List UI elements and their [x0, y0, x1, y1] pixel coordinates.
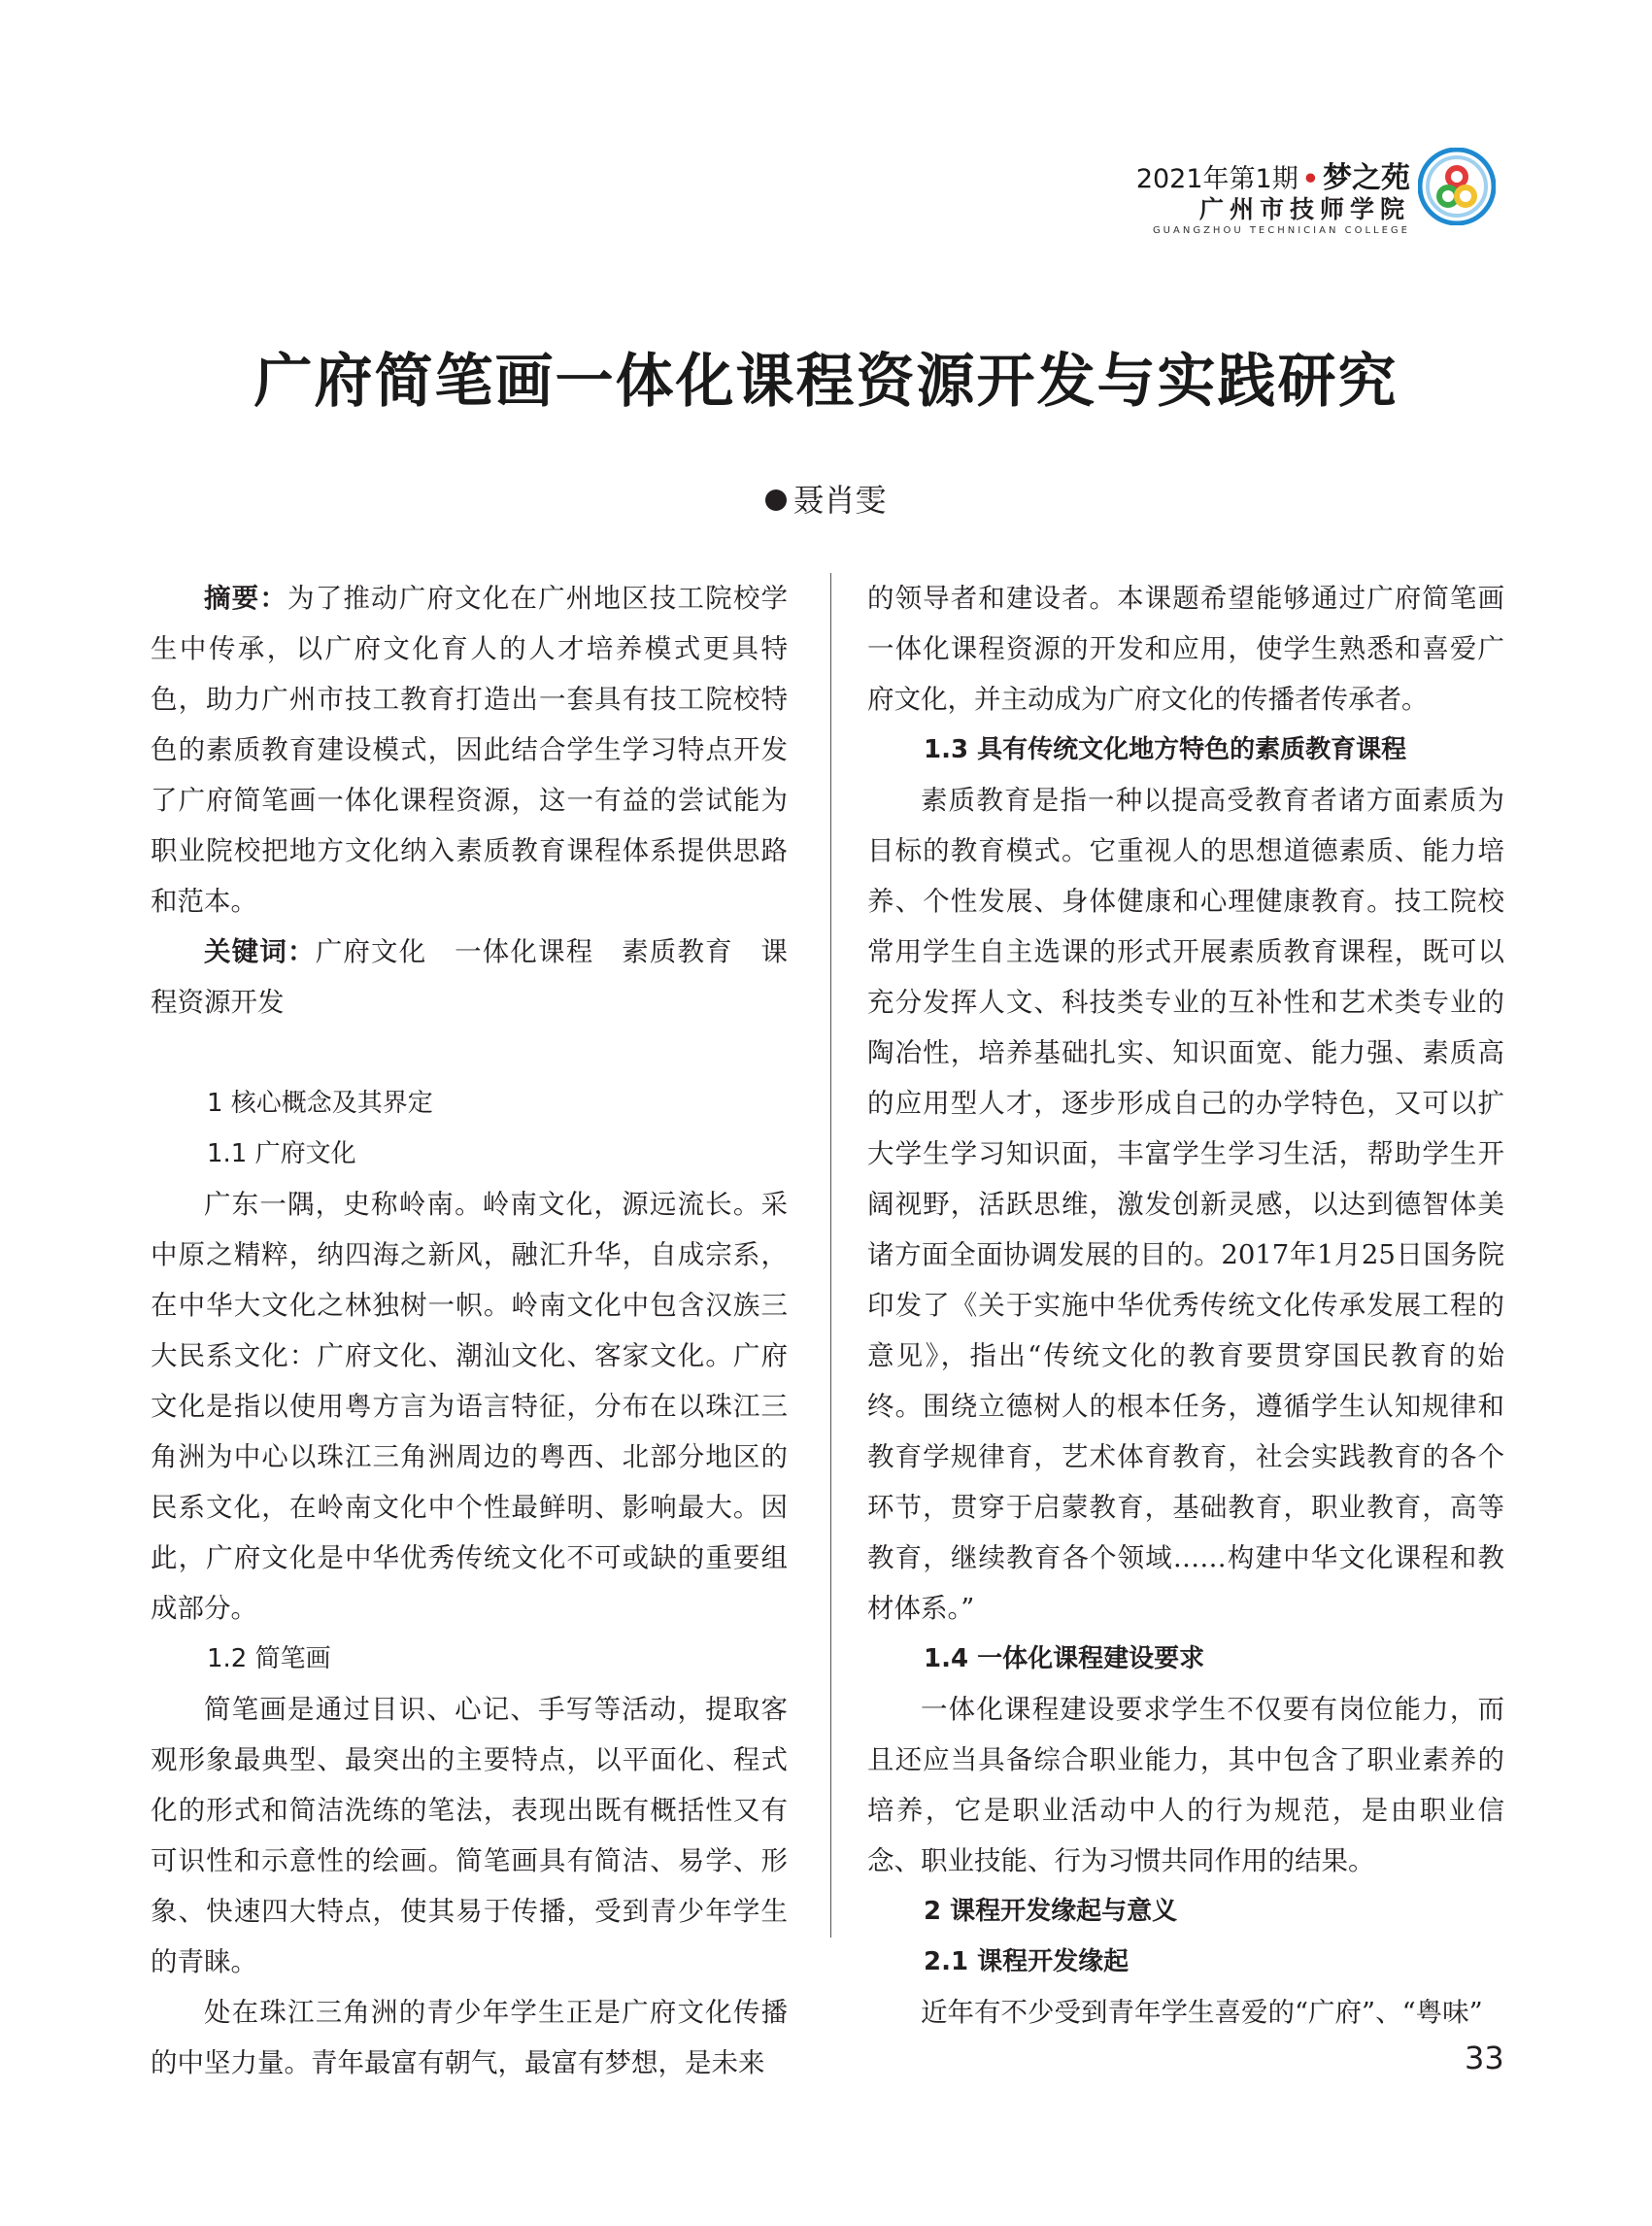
section-heading-1-2: 1.2 简笔画 — [207, 1644, 331, 1673]
author-bullet-icon — [765, 489, 787, 511]
paragraph-1-2-a: 简笔画是通过目识、心记、手写等活动，提取客观形象最典型、最突出的主要特点，以平面化、程式化的形式和简洁洗练的笔法，表现出既有概括性又有可识性和示意性的绘画。简笔画具有简洁、易学、形象、快速四大特点，使其易于传播，受到青少年学生的青睐。 — [151, 1694, 788, 1977]
section-heading-2-1: 2.1 课程开发缘起 — [924, 1947, 1129, 1976]
paragraph-2-1: 近年有不少受到青年学生喜爱的“广府”、“粤味” — [921, 1997, 1483, 2028]
paragraph-continued: 的领导者和建设者。本课题希望能够通过广府简笔画一体化课程资源的开发和应用，使学生熟悉和喜爱广府文化，并主动成为广府文化的传播者传承者。 — [867, 583, 1504, 715]
author-line — [0, 476, 1652, 521]
masthead — [1068, 146, 1496, 253]
college-name-en: GUANGZHOU TECHNICIAN COLLEGE — [1152, 225, 1410, 236]
article-title: 广府简笔画一体化课程资源开发与实践研究 — [253, 348, 1399, 416]
page-number: 33 — [1465, 2040, 1504, 2076]
issue-label: 2021年第1期 — [1135, 164, 1298, 194]
keywords-text: 广府文化 一体化课程 素质教育 课程资源开发 — [151, 936, 789, 1018]
paragraph-1-2-b: 处在珠江三角洲的青少年学生正是广府文化传播的中坚力量。青年最富有朝气，最富有梦想，是未来 — [151, 1997, 788, 2078]
college-logo-icon — [1418, 148, 1496, 225]
section-heading-1-1: 1.1 广府文化 — [207, 1139, 356, 1168]
section-heading-1-4: 1.4 一体化课程建设要求 — [924, 1644, 1205, 1673]
section-heading-1: 1 核心概念及其界定 — [207, 1089, 433, 1118]
college-name-cn: 广州市技师学院 — [1198, 195, 1410, 223]
spacer — [151, 1028, 788, 1078]
paragraph-1-4: 一体化课程建设要求学生不仅要有岗位能力，而且还应当具备综合职业能力，其中包含了职业素养的培养，它是职业活动中人的行为规范，是由职业信念、职业技能、行为习惯共同作用的结果。 — [867, 1694, 1504, 1876]
separator-dot: • — [1301, 164, 1319, 194]
keywords — [151, 927, 788, 1028]
journal-brand: 梦之苑 — [1323, 161, 1410, 195]
column-divider — [830, 573, 831, 1938]
abstract-label: 摘要： — [204, 583, 288, 614]
keywords-label: 关键词： — [204, 936, 316, 967]
paragraph-1-3: 素质教育是指一种以提高受教育者诸方面素质为目标的教育模式。它重视人的思想道德素质、能力培养、个性发展、身体健康和心理健康教育。技工院校常用学生自主选课的形式开展素质教育课程，既可以充分发挥人文、科技类专业的互补性和艺术类专业的陶冶性，培养基础扎实、知识面宽、能力强、素质高的应用型人才，逐步形成自己的办学特色，又可以扩大学生学习知识面，丰富学生学习生活，帮助学生开阔视野，活跃思维，激发创新灵感，以达到德智体美诸方面全面协调发展的目的。2017年1月25日国务院印发了《关于实施中华优秀传统文化传承发展工程的意见》，指出“传统文化的教育要贯穿国民教育的始终。围绕立德树人的根本任务，遵循学生认知规律和教育学规律育，艺术体育教育，社会实践教育的各个环节，贯穿于启蒙教育，基础教育，职业教育，高等教育，继续教育各个领域……构建中华文化课程和教材体系。” — [867, 785, 1504, 1624]
abstract — [151, 573, 788, 927]
paragraph-1-1: 广东一隅，史称岭南。岭南文化，源远流长。采中原之精粹，纳四海之新风，融汇升华，自成宗系，在中华大文化之林独树一帜。岭南文化中包含汉族三大民系文化：广府文化、潮汕文化、客家文化。广府文化是指以使用粤方言为语言特征，分布在以珠江三角洲为中心以珠江三角洲周边的粤西、北部分地区的民系文化，在岭南文化中个性最鲜明、影响最大。因此，广府文化是中华优秀传统文化不可或缺的重要组成部分。 — [151, 1189, 788, 1624]
abstract-text: 为了推动广府文化在广州地区技工院校学生中传承，以广府文化育人的人才培养模式更具特色，助力广州市技工教育打造出一套具有技工院校特色的素质教育建设模式，因此结合学生学习特点开发了广府简笔画一体化课程资源，这一有益的尝试能为职业院校把地方文化纳入素质教育课程体系提供思路和范本。 — [151, 583, 789, 917]
left-column — [151, 573, 788, 2088]
author-name: 聂肖雯 — [792, 482, 887, 519]
right-column — [867, 573, 1504, 2038]
section-heading-1-3: 1.3 具有传统文化地方特色的素质教育课程 — [924, 735, 1407, 764]
section-heading-2: 2 课程开发缘起与意义 — [924, 1897, 1178, 1926]
